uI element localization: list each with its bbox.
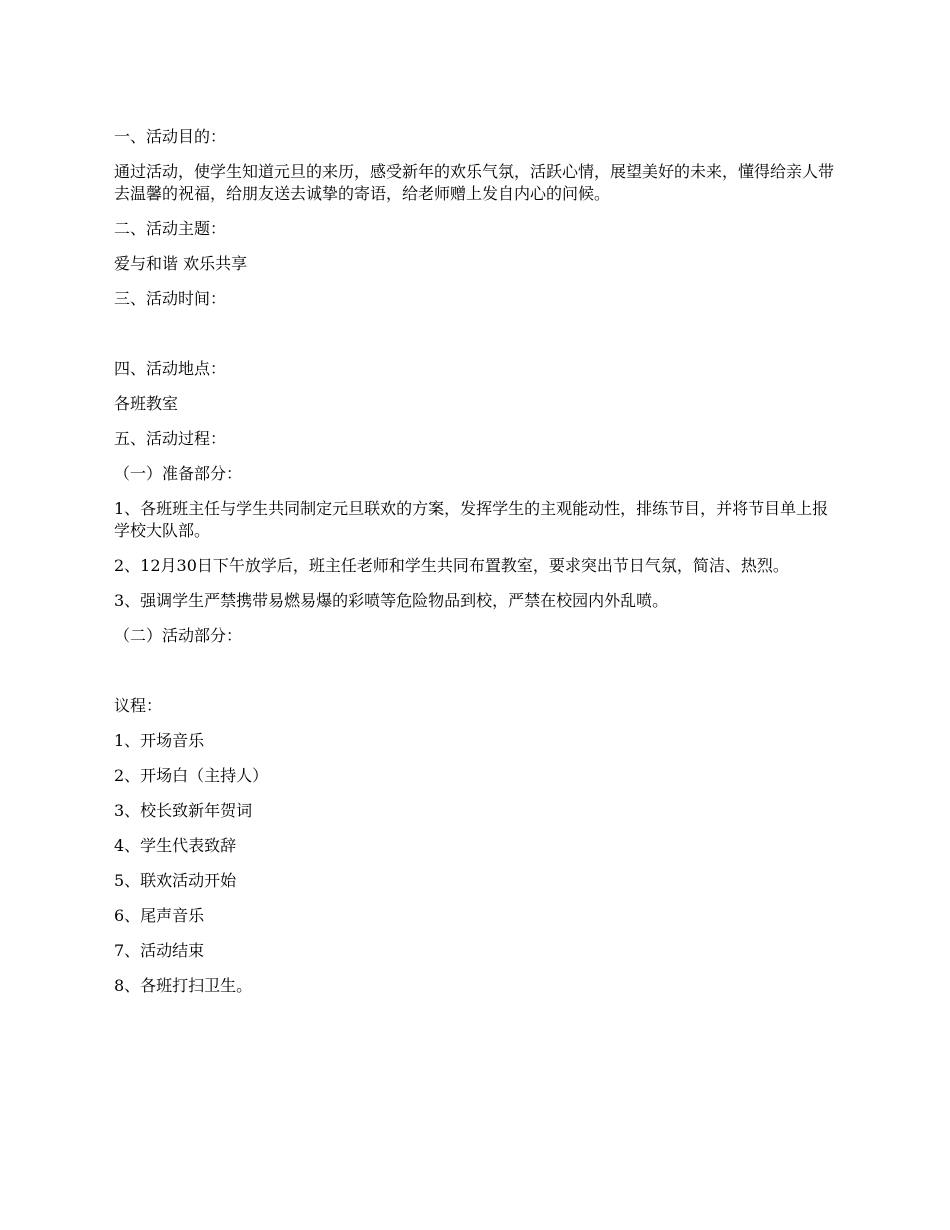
location-text: 各班教室 [114, 394, 179, 413]
heading-time: 三、活动时间： [114, 289, 227, 308]
theme-text: 爱与和谐 欢乐共享 [114, 254, 248, 273]
agenda-item: 4、学生代表致辞 [114, 836, 237, 855]
agenda-item: 1、开场音乐 [114, 731, 205, 750]
preparation-item-3: 3、强调学生严禁携带易燃易爆的彩喷等危险物品到校，严禁在校园内外乱喷。 [114, 591, 669, 610]
preparation-item-2: 2、12月30日下午放学后，班主任老师和学生共同布置教室，要求突出节日气氛，简洁、热烈。 [114, 556, 789, 575]
blank-line [114, 323, 840, 358]
heading-purpose: 一、活动目的： [114, 127, 227, 146]
agenda-item: 8、各班打扫卫生。 [114, 976, 253, 995]
agenda-item: 2、开场白（主持人） [114, 766, 269, 785]
heading-location: 四、活动地点： [114, 359, 227, 378]
preparation-item-1: 1、各班班主任与学生共同制定元旦联欢的方案，发挥学生的主观能动性，排练节目，并将节目单上报学校大队部。 [114, 499, 829, 540]
blank-line [114, 660, 840, 695]
subheading-activity: （二）活动部分： [114, 626, 243, 645]
subheading-preparation: （一）准备部分： [114, 464, 243, 483]
agenda-item: 6、尾声音乐 [114, 906, 205, 925]
heading-theme: 二、活动主题： [114, 219, 227, 238]
agenda-item: 7、活动结束 [114, 941, 205, 960]
purpose-text: 通过活动，使学生知道元旦的来历，感受新年的欢乐气氛，活跃心情，展望美好的未来，懂得给亲人带去温馨的祝福，给朋友送去诚挚的寄语，给老师赠上发自内心的问候。 [114, 162, 835, 203]
agenda-item: 3、校长致新年贺词 [114, 801, 253, 820]
heading-process: 五、活动过程： [114, 429, 227, 448]
agenda-heading: 议程： [114, 696, 163, 715]
agenda-item: 5、联欢活动开始 [114, 871, 237, 890]
